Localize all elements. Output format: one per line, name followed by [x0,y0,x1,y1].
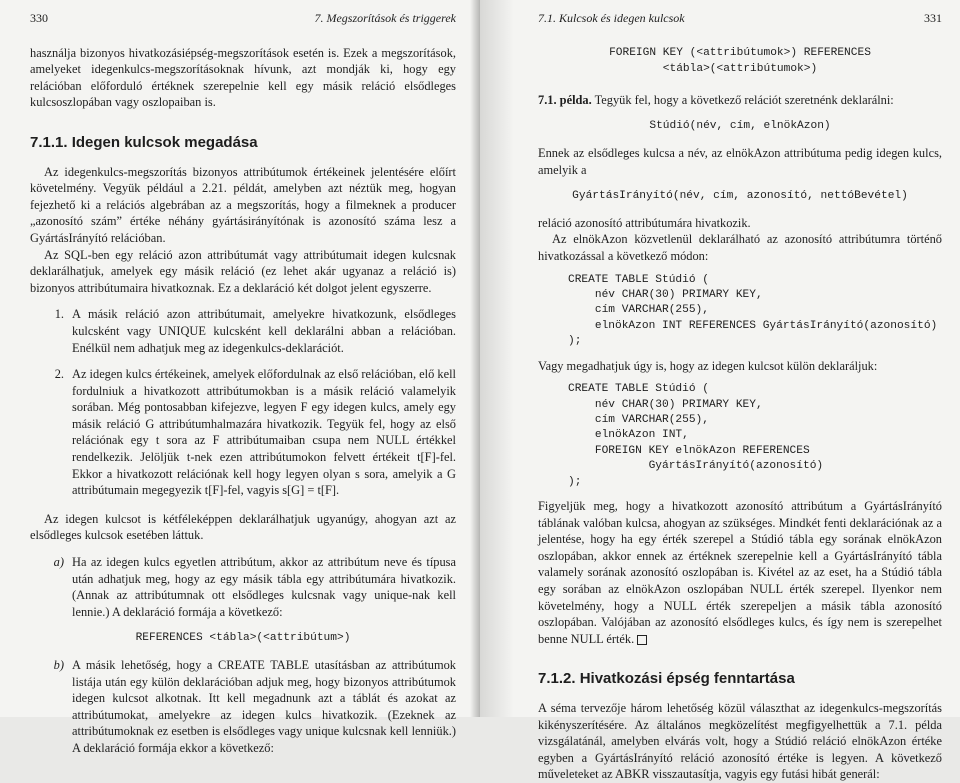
list-item-2-mark: 2. [54,367,64,382]
right-running-head [538,10,942,27]
left-intro-paragraph: használja bizonyos hivatkozásiépség-megszorítások esetén is. Ezek a megszorítások, amelyeket idegenkulcs-megszorításoknak hívunk, azt mondják ki, hogy egy relációban előforduló értéknek szerepelnie kell egy másik reláció elsődleges kulcsoszlopában vagy oszlopaiban is. [30,45,456,110]
section-heading-7-1-2: 7.1.2. Hivatkozási épség fenntartása [538,670,795,688]
list-item-2-text: Az idegen kulcs értékeinek, amelyek előfordulnak az első relációban, elő kell fordulniuk a hivatkozott attribútumokban is a másik reláció valamelyik sorában. Még pontosabban kifejezve, legyen F egy idegen kulcs, amely egy másik reláció G attribútumhalmazára hivatkozik. Tegyük fel, hogy az első relációnak egy t sora az F attribútumaiban csupa nem NULL értékkel rendelkezik. Jelöljük t-nek ezen attribútumokon felvett értékeit t[F]-fel. Ekkor a hivatkozott relációnak kell hogy legyen olyan s sora, amelyik a G attribútumain megegyezik t[F]-fel, vagyis s[G] = t[F]. [72,367,456,498]
list-item-a [30,554,456,620]
code-create-table-2: CREATE TABLE Stúdió ( név CHAR(30) PRIMARY KEY, cím VARCHAR(255), elnökAzon INT, FOREIGN KEY elnökAzon REFERENCES GyártásIrányító(azonosító) ); [568,383,824,488]
code-references-syntax: REFERENCES <tábla>(<attribútum>) [135,632,351,645]
right-page [480,0,960,782]
left-paragraph-2: Az SQL-ben egy reláció azon attribútumát vagy attribútumait idegen kulcsnak deklarálhatjuk, amelyek egy másik reláció (ez lehet akár ugyanaz a reláció is) bizonyos attribútumaira hivatkoznak. Ez a deklaráció két dolgot jelent egyszerre. [30,247,456,295]
left-paragraph-1: Az idegenkulcs-megszorítás bizonyos attribútumok értékeinek jelentésére előírt követelmény. Vegyük például a 2.21. példát, amelyben azt néztük meg, hogyan fejezhető ki a relációs algebrában az a megszorítás, hogy a filmeknek a producer „azonosító szám” értéke néhány gyártásirányítónak is azonosító száma lesz a GyártásIrányító relációban. [30,164,456,245]
right-paragraph-2: reláció azonosító attribútumára hivatkozik. [538,215,751,230]
example-text: Tegyük fel, hogy a következő relációt szeretnénk deklarálni: [594,92,894,107]
right-running-title: 7.1. Kulcsok és idegen kulcsok [538,11,685,25]
list-item-a-text: Ha az idegen kulcs egyetlen attribútum, akkor az attribútum neve és típusa után adhatjuk meg, hogy az egy másik tábla egy attribútumára hivatkozik. (Annak az attribútumnak ott elsődleges kulcsnak vagy unique-nak kell lennie.) A deklaráció formája a következő: [72,555,456,619]
example-7-1 [538,92,942,109]
list-item-b [30,657,456,757]
right-paragraph-1: Ennek az elsődleges kulcsa a név, az elnökAzon attribútuma pedig idegen kulcs, amelyik a [538,145,942,177]
list-item-1 [30,306,456,356]
left-page-number: 330 [30,11,48,25]
list-item-2 [30,366,456,499]
end-of-example-mark [637,635,647,645]
list-item-b-mark: b) [53,658,64,672]
left-running-head [30,10,456,27]
right-paragraph-6: A séma tervezője három lehetőség közül választhat az idegenkulcs-megszorítás kikényszerítésére. Az általános megközelítést megfigyelhettük a 7.1. példa vizsgálatánál, amelyben elvárás volt, hogy a Stúdió reláció elnökAzon értéke egyben a GyártásIrányító reláció azonosító értéke is legyen. A következő műveleteket az ABKR visszautasítja, vagyis egy futási hibát generál: [538,700,942,782]
code-gyartasiranyito-relation: GyártásIrányító(név, cím, azonosító, nettóBevétel) [572,190,908,203]
code-foreign-key-syntax: FOREIGN KEY (<attribútumok>) REFERENCES <tábla>(<attribútumok>) [609,46,871,76]
right-page-number: 331 [924,11,942,25]
list-item-1-mark: 1. [54,307,64,322]
list-item-b-text: A másik lehetőség, hogy a CREATE TABLE utasításban az attribútumok listája után egy külön deklarációban adjuk meg, hogy bizonyos attribútumok idegen kulcsot alkotnak. Itt kell megadnunk azt a táblát és azokat az attribútumokat, amelyekre az idegen kulcs hivatkozik. (Ezeknek az attribútumoknak ez esetben is elsődleges vagy unique kulcsnak kell lenniük.) A deklaráció formája ekkor a következő: [72,658,456,755]
left-page [0,0,478,755]
section-heading-7-1-1: 7.1.1. Idegen kulcsok megadása [30,133,258,151]
right-paragraph-3: Az elnökAzon közvetlenül deklarálható az azonosító attribútumra történő hivatkozással a következő módon: [538,232,942,263]
code-create-table-1: CREATE TABLE Stúdió ( név CHAR(30) PRIMARY KEY, cím VARCHAR(255), elnökAzon INT REFERENCES GyártásIrányító(azonosító) ); [568,273,938,348]
example-label: 7.1. példa. [538,92,592,107]
right-paragraph-4: Vagy megadhatjuk úgy is, hogy az idegen kulcsot külön deklaráljuk: [538,358,878,373]
right-paragraph-5 [538,498,942,647]
right-paragraph-5-text: Figyeljük meg, hogy a hivatkozott azonosító attribútum a GyártásIrányító táblának valóban kulcsa, ahogyan az szükséges. Mindkét fenti deklarációnak az a jelentése, hogy ha egy érték szerepel a Stúdió tábla egy sorának elnökAzon oszlopában, akkor ennek az értéknek szerepelnie kell a GyártásIrányító tábla valamely sorának azonosító oszlopában is. Kivétel az az eset, ha a Stúdió tábla egy sorában az elnökAzon oszlopában NULL érték szerepel. Ilyenkor nem követelmény, hogy a NULL érték szerepeljen a másik tábla azonosító oszlopában. Valójában az azonosító elsődleges kulcs, és így nem is szerepelhet benne NULL érték. [538,499,942,646]
left-running-title: 7. Megszorítások és triggerek [314,11,456,25]
list-item-1-text: A másik reláció azon attribútumait, amelyekre hivatkozunk, elsődleges kulcsként vagy UNIQUE kulcsként kell deklarálni abban a relációban. Enélkül nem adhatjuk meg az idegenkulcs-deklarációt. [72,307,456,355]
list-item-a-mark: a) [53,555,64,570]
code-studio-relation: Stúdió(név, cím, elnökAzon) [649,120,831,133]
left-paragraph-3: Az idegen kulcsot is kétféleképpen deklarálhatjuk ugyanúgy, ahogyan azt az elsődleges kulcsok esetében láttuk. [30,511,456,543]
